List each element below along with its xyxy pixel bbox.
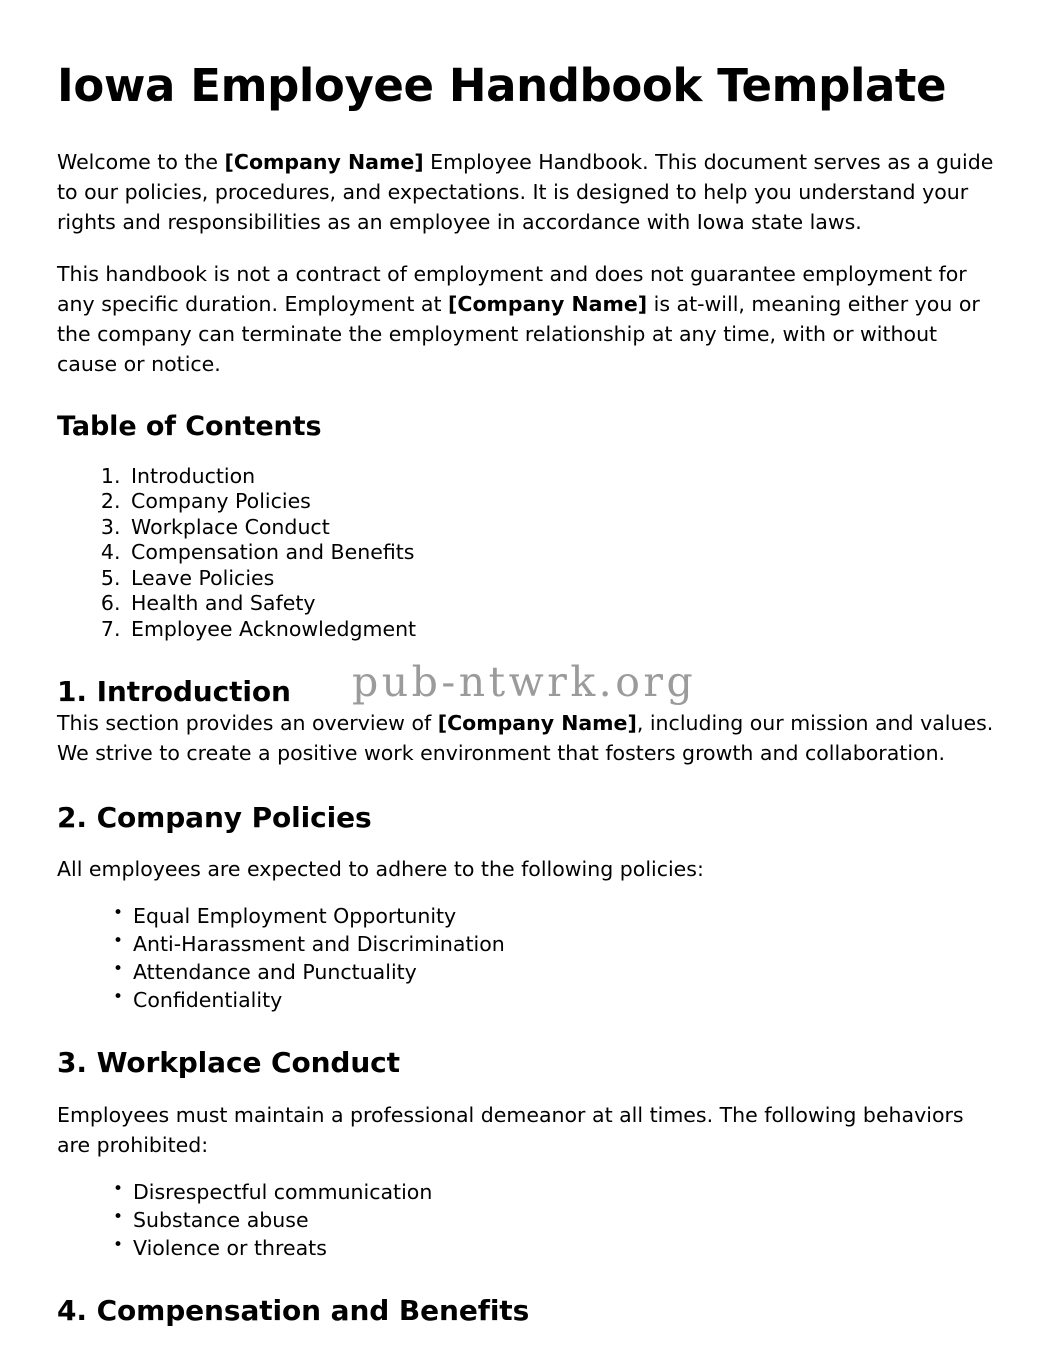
section-1-paragraph	[57, 708, 995, 768]
section-2-bullet-list	[57, 904, 995, 1013]
toc-item[interactable]: 2. Company Policies	[127, 489, 995, 514]
section-workplace-conduct	[57, 1047, 995, 1260]
section-3-bullet-list	[57, 1180, 995, 1261]
page-title: Iowa Employee Handbook Template	[57, 59, 947, 112]
list-item: • Disrespectful communication	[113, 1180, 995, 1205]
toc-item[interactable]: 6. Health and Safety	[127, 591, 995, 616]
list-item: • Attendance and Punctuality	[113, 960, 995, 985]
intro-paragraph-2	[57, 259, 995, 380]
toc-item[interactable]: 3. Workplace Conduct	[127, 515, 995, 540]
intro-p1-text-before: Welcome to the	[57, 149, 225, 174]
section-3-intro-paragraph: Employees must maintain a professional demeanor at all times. The following behaviors are prohibited:	[57, 1102, 964, 1157]
section-compensation-and-benefits	[57, 1295, 995, 1327]
company-name-placeholder: [Company Name]	[448, 292, 648, 317]
section-2-intro-paragraph: All employees are expected to adhere to the following policies:	[57, 857, 704, 882]
list-item: • Violence or threats	[113, 1236, 995, 1261]
intro-p2-text-after: is at-will, meaning either you or the company can terminate the employment relationship at any time, with or without cause or notice.	[57, 292, 980, 377]
site-watermark: pub-ntwrk.org	[352, 658, 697, 706]
section-company-policies	[57, 802, 995, 1013]
table-of-contents-heading: Table of Contents	[57, 411, 322, 443]
section-1-heading: 1. Introduction	[57, 674, 291, 708]
intro-p2-text-before: This handbook is not a contract of employment and does not guarantee employment for any specific duration. Employment at	[57, 261, 967, 317]
list-item: • Anti-Harassment and Discrimination	[113, 932, 995, 957]
section-introduction	[57, 676, 995, 768]
toc-item[interactable]: 5. Leave Policies	[127, 566, 995, 591]
toc-item[interactable]: 7. Employee Acknowledgment	[127, 617, 995, 642]
section-3-heading: 3. Workplace Conduct	[57, 1046, 400, 1080]
section-4-heading: 4. Compensation and Benefits	[57, 1293, 530, 1327]
toc-item[interactable]: 1. Introduction	[127, 464, 995, 489]
section-2-heading: 2. Company Policies	[57, 801, 372, 835]
table-of-contents-list	[57, 464, 995, 642]
toc-item[interactable]: 4. Compensation and Benefits	[127, 540, 995, 565]
section-1-text-after: , including our mission and values. We strive to create a positive work environment that fosters growth and collaboration.	[57, 710, 994, 765]
intro-paragraph-1	[57, 147, 995, 237]
company-name-placeholder: [Company Name]	[437, 710, 637, 735]
list-item: • Substance abuse	[113, 1208, 995, 1233]
section-1-text-before: This section provides an overview of	[57, 710, 438, 735]
company-name-placeholder: [Company Name]	[224, 149, 424, 174]
list-item: • Confidentiality	[113, 988, 995, 1013]
intro-p1-text-after: Employee Handbook. This document serves as a guide to our policies, procedures, and expectations. It is designed to help you understand your rights and responsibilities as an employee in accordance with Iowa state laws.	[57, 149, 994, 234]
list-item: • Equal Employment Opportunity	[113, 904, 995, 929]
